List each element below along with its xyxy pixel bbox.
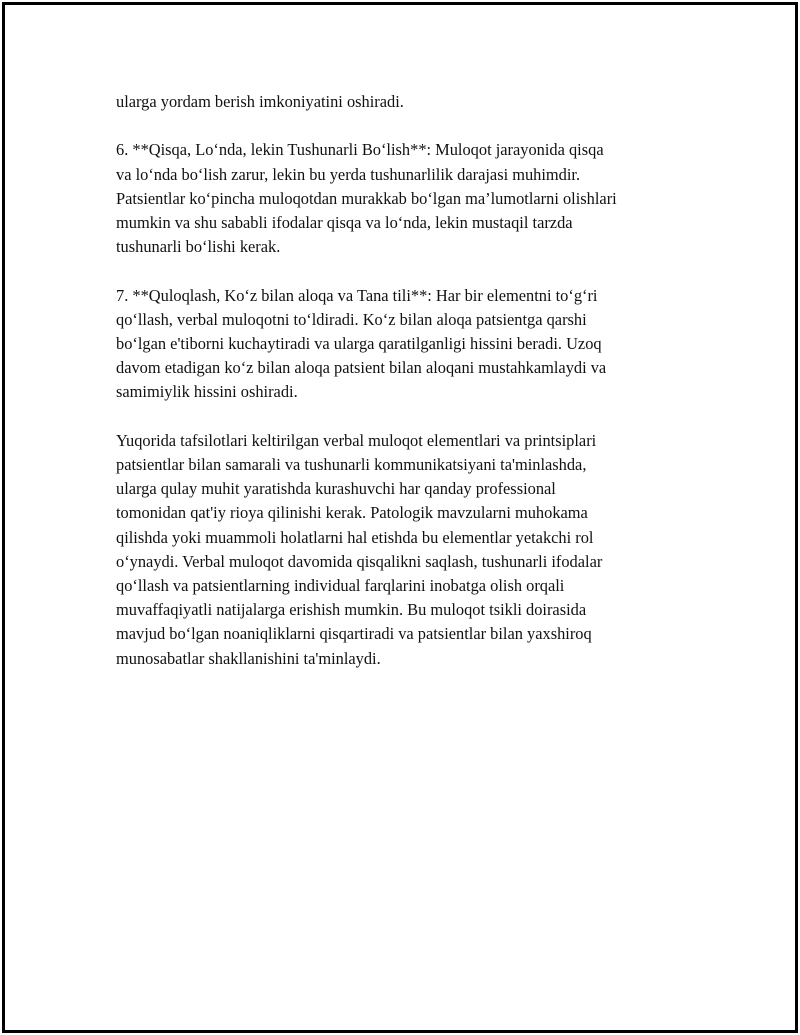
document-body: [116, 90, 696, 695]
paragraph-conclusion: Yuqorida tafsilotlari keltirilgan verbal muloqot elementlari va printsiplari patsientlar bilan samarali va tushunarli kommunikatsiyani ta'minlashda, ularga qulay muhit yaratishda kurashuvchi har qanday professional tomonidan qat'iy rioya qilinishi kerak. Patologik mavzularni muhokama qilishda yoki muammoli holatlarni hal etishda bu elementlar yetakchi rol o‘ynaydi. Verbal muloqot davomida qisqalikni saqlash, tushunarli ifodalar qo‘llash va patsientlarning individual farqlarini inobatga olish orqali muvaffaqiyatli natijalarga erishish mumkin. Bu muloqot tsikli doirasida mavjud bo‘lgan noaniqliklarni qisqartiradi va patsientlar bilan yaxshiroq munosabatlar shakllanishini ta'minlaydi.: [116, 430, 603, 668]
paragraph-item-6: 6. **Qisqa, Lo‘nda, lekin Tushunarli Bo‘lish**: Muloqot jarayonida qisqa va lo‘nda bo‘lish zarur, lekin bu yerda tushunarlilik darajasi muhimdir. Patsientlar ko‘pincha muloqotdan murakkab bo‘lgan ma’lumotlarni olishlari mumkin va shu sababli ifodalar qisqa va lo‘nda, lekin mustaqil tarzda tushunarli bo‘lishi kerak.: [116, 140, 617, 257]
paragraph-continuation: ularga yordam berish imkoniyatini oshiradi.: [116, 92, 404, 111]
paragraph-item-7: 7. **Quloqlash, Ko‘z bilan aloqa va Tana tili**: Har bir elementni to‘g‘ri qo‘llash, verbal muloqotni to‘ldiradi. Ko‘z bilan aloqa patsientga qarshi bo‘lgan e'tiborni kuchaytiradi va ularga qaratilganligi hissini beradi. Uzoq davom etadigan ko‘z bilan aloqa patsient bilan aloqani mustahkamlaydi va samimiylik hissini oshiradi.: [116, 285, 607, 402]
